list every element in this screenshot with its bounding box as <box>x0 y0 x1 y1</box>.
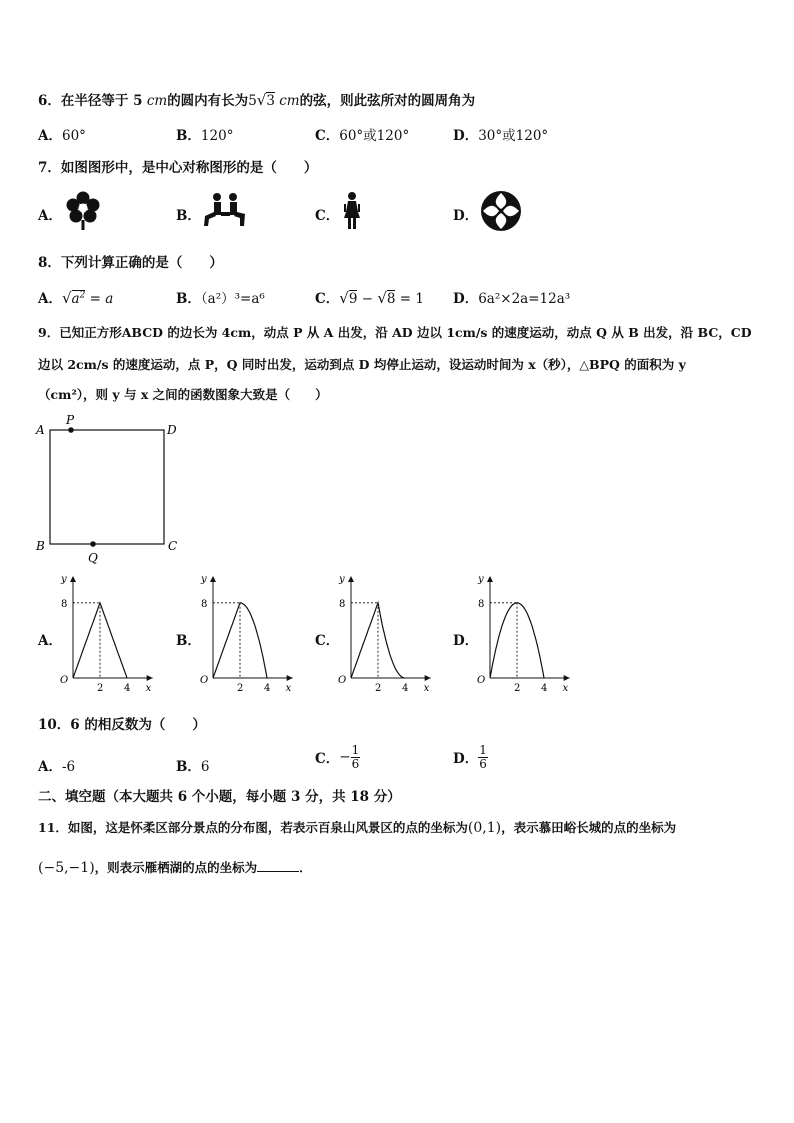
q10-option-d[interactable]: D． $\frac{1}{6}$ <box>453 743 487 771</box>
tick-label-8: 8 <box>201 598 208 610</box>
q9-option-d-label[interactable]: D． <box>453 633 479 649</box>
section2-title: 二、填空题（本大题共 6 个小题，每小题 3 分，共 18 分） <box>38 789 401 805</box>
x-axis-label: x <box>145 683 152 692</box>
flower-icon[interactable] <box>64 190 102 230</box>
q6-option-a[interactable]: A．60° <box>38 128 86 144</box>
q8-option-b[interactable]: B．（a²）³=a⁶ <box>176 291 265 307</box>
label-q: Q <box>88 551 98 565</box>
q7-option-c-label[interactable]: C． <box>315 208 340 224</box>
y-axis-arrow <box>70 576 76 582</box>
x-axis-arrow <box>147 675 153 681</box>
x-axis-arrow <box>287 675 293 681</box>
x-axis-label: x <box>423 683 430 692</box>
q8-stem: 8．下列计算正确的是（ ） <box>38 255 223 271</box>
q8-option-a[interactable]: A．$√a^2 = a$ <box>38 289 114 307</box>
y-axis-label: y <box>61 574 67 585</box>
q6-option-b[interactable]: B．120° <box>176 128 234 144</box>
ball-pattern-icon[interactable] <box>480 190 522 232</box>
tick-label-4: 4 <box>402 683 409 692</box>
x-axis-arrow <box>425 675 431 681</box>
y-axis-label: y <box>339 574 345 585</box>
y-axis-label: y <box>478 574 484 585</box>
woman-icon[interactable] <box>342 192 362 230</box>
q8-option-d[interactable]: D．6a²×2a=12a³ <box>453 291 571 307</box>
origin-label: O <box>60 675 69 686</box>
x-axis-label: x <box>285 683 292 692</box>
square-figure <box>30 412 190 570</box>
label-b: B <box>36 539 45 553</box>
q9-stem-line1: 9．已知正方形ABCD 的边长为 4cm，动点 P 从 A 出发，沿 AD 边以 1cm/s 的速度运动，动点 Q 从 B 出发，沿 BC，CD <box>38 325 752 340</box>
graph-c[interactable] <box>333 570 443 692</box>
two-people-sitting-icon[interactable] <box>202 192 248 228</box>
q10-option-c[interactable]: C．− $\frac{1}{6}$ <box>315 743 360 771</box>
square-abcd <box>50 430 164 544</box>
label-a: A <box>36 423 45 437</box>
q9-stem-line3: （cm²），则 y 与 x 之间的函数图象大致是（ ） <box>38 387 328 402</box>
y-axis-label: y <box>201 574 207 585</box>
tick-label-4: 4 <box>124 683 131 692</box>
tick-label-4: 4 <box>264 683 271 692</box>
x-axis-label: x <box>562 683 569 692</box>
q7-stem: 7．如图图形中，是中心对称图形的是（ ） <box>38 160 318 176</box>
tick-label-4: 4 <box>541 683 548 692</box>
q9-option-a-label[interactable]: A． <box>38 633 62 649</box>
point-q <box>90 541 96 547</box>
tick-label-8: 8 <box>478 598 485 610</box>
label-p: P <box>66 413 75 427</box>
label-d: D <box>167 423 177 437</box>
q10-stem: 10．6 的相反数为（ ） <box>38 717 206 733</box>
origin-label: O <box>338 675 347 686</box>
graph-d[interactable] <box>472 570 582 692</box>
q6-option-d[interactable]: D．30°或120° <box>453 128 549 144</box>
graph-a[interactable] <box>55 570 165 692</box>
q6-option-c[interactable]: C．60°或120° <box>315 128 410 144</box>
y-axis-arrow <box>210 576 216 582</box>
tick-label-2: 2 <box>237 683 244 692</box>
q7-option-d-label[interactable]: D． <box>453 208 479 224</box>
q11-stem-line1: 11．如图，这是怀柔区部分景点的分布图，若表示百泉山风景区的点的坐标为(0,1)，表示慕田峪长城的点的坐标为 <box>38 820 677 836</box>
tick-label-2: 2 <box>97 683 104 692</box>
q10-option-b[interactable]: B．6 <box>176 759 210 775</box>
q11-stem-line2: (−5,−1)，则表示雁栖湖的点的坐标为 ． <box>38 860 312 876</box>
q6-stem: 6．在半径等于 5 cm的圆内有长为5√3 cm的弦，则此弦所对的圆周角为 <box>38 91 476 109</box>
origin-label: O <box>477 675 486 686</box>
y-axis-arrow <box>487 576 493 582</box>
graph-b[interactable] <box>195 570 305 692</box>
tick-label-2: 2 <box>514 683 521 692</box>
q11-answer-blank[interactable] <box>257 859 299 872</box>
point-p <box>68 427 74 433</box>
origin-label: O <box>200 675 209 686</box>
x-axis-arrow <box>564 675 570 681</box>
q9-option-b-label[interactable]: B． <box>176 633 201 649</box>
tick-label-2: 2 <box>375 683 382 692</box>
label-c: C <box>168 539 178 553</box>
tick-label-8: 8 <box>61 598 68 610</box>
q9-stem-line2: 边以 2cm/s 的速度运动，点 P，Q 同时出发，运动到点 D 均停止运动，设运动时间为 x（秒），△BPQ 的面积为 y <box>38 357 686 372</box>
q7-option-b-label[interactable]: B． <box>176 208 201 224</box>
q7-option-a-label[interactable]: A． <box>38 208 62 224</box>
q10-option-a[interactable]: A．-6 <box>38 759 76 775</box>
y-axis-arrow <box>348 576 354 582</box>
q9-option-c-label[interactable]: C． <box>315 633 340 649</box>
q8-option-c[interactable]: C．√9 − √8 = 1 <box>315 289 424 307</box>
tick-label-8: 8 <box>339 598 346 610</box>
